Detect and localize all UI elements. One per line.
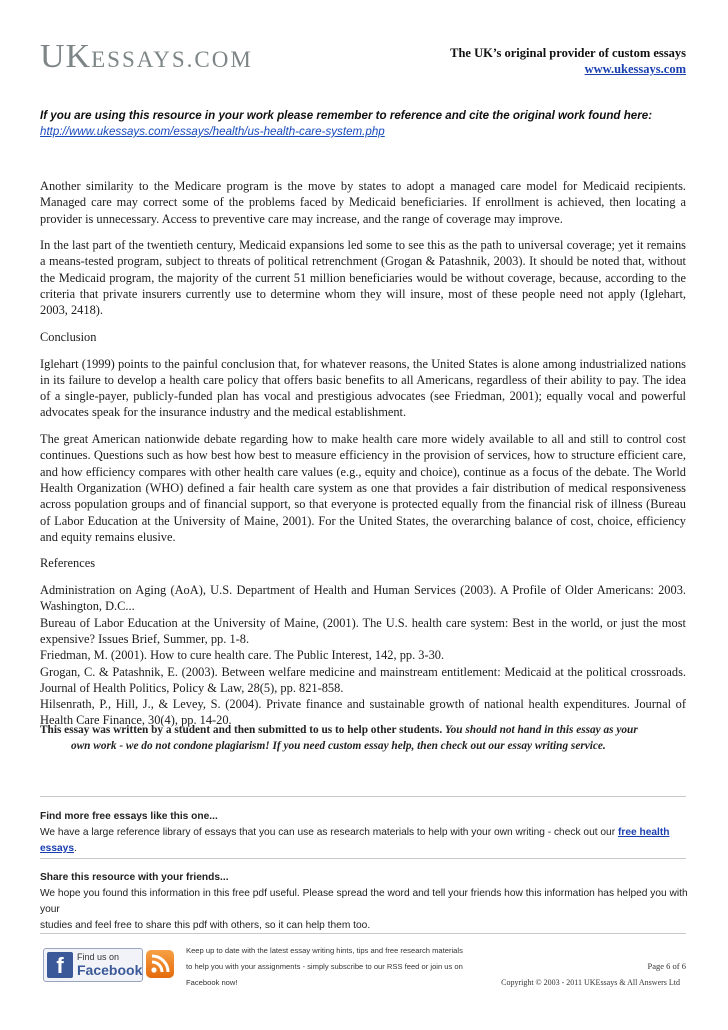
disclaimer (40, 722, 686, 754)
disclaimer-italic-1: You should not hand in this essay as your (444, 724, 638, 736)
paragraph: The great American nationwide debate regarding how to make health care more widely available to all and still to control cost continues. Questions such as how best how best to measure efficiency in the provision of services, how to structure efficient care, and how efficiency compares with other health care values (e.g., equity and choice), continue as a focus of the debate. The World Health Organization (WHO) defined a fair health care system as one that provides a fair distribution of medical responsiveness across population groups and of financial support, so that everyone is protected equally from the financial risk of illness (Bureau of Labor Education at the University of Maine, 2001). For the United States, the overarching balance of cost, choice, efficiency and equity remains elusive. (40, 432, 686, 544)
reference-list (40, 582, 686, 729)
paragraph: In the last part of the twentieth century, Medicaid expansions led some to see this as the path to universal coverage; yet it remains a means-tested program, subject to threats of political retrenchment (Grogan & Patashnik, 2003). It should be noted that, without the Medicaid program, the majority of the current 51 million beneficiaries would be without coverage, because, according to the criteria that private insurers currently use to determine whom they will insure, most of these people need not apply (Iglehart, 2003, 2418). (40, 238, 686, 318)
reference-item: Hilsenrath, P., Hill, J., & Levey, S. (2004). Private finance and sustainable growth of national health expenditures. Journal of Health Care Finance, 30(4), pp. 14-20. (40, 697, 686, 728)
section-heading-references: References (40, 556, 96, 571)
rss-icon[interactable] (146, 950, 174, 978)
share-text-1: We hope you found this information in this free pdf useful. Please spread the word and tell your friends how this information has helped you with your (40, 888, 688, 915)
page-number: Page 6 of 6 (647, 961, 686, 971)
find-more-section (40, 809, 690, 857)
divider (40, 933, 686, 934)
citation-notice (40, 108, 688, 140)
facebook-badge[interactable] (43, 948, 143, 982)
ukessays-logo[interactable] (40, 38, 253, 76)
citation-url-link[interactable]: http://www.ukessays.com/essays/health/us-health-care-system.php (40, 125, 385, 138)
footer-line-3: Facebook now! (186, 978, 238, 987)
find-more-end: . (74, 843, 77, 854)
logo-essays: ESSAYS.COM (91, 47, 253, 72)
divider (40, 858, 686, 859)
tagline: The UK’s original provider of custom essays (450, 46, 686, 60)
disclaimer-plain: This essay was written by a student and then submitted to us to help other students. (40, 724, 443, 736)
footer-line-1: Keep up to date with the latest essay writing hints, tips and free research materials (186, 946, 463, 955)
logo-uk: UK (40, 38, 92, 75)
facebook-icon: f (47, 952, 73, 978)
disclaimer-italic-2: own work - we do not condone plagiarism! If you need custom essay help, then check out our essay writing service. (71, 740, 606, 752)
footer-line-2: to help you with your assignments - simply subscribe to our RSS feed or join us on (186, 962, 463, 971)
reference-item: Grogan, C. & Patashnik, E. (2003). Between welfare medicine and mainstream entitlement: Medicaid at the political crossroads. Journal of Health Politics, Policy & Law, 28(5), pp. 821-858. (40, 664, 686, 695)
reference-item: Friedman, M. (2001). How to cure health care. The Public Interest, 142, pp. 3-30. (40, 648, 445, 663)
share-text-2: studies and feel free to share this pdf with others, so it can help them too. (40, 920, 371, 931)
free-health-essays-link[interactable]: free health essays (40, 827, 670, 854)
paragraph: Iglehart (1999) points to the painful conclusion that, for whatever reasons, the United States is alone among industrialized nations in its failure to develop a health care policy that offers basic benefits to all Americans, regardless of their ability to pay. The idea of a single-payer, publicly-funded plan has vocal and prestigious advocates (see Friedman, 2001); equally vocal and powerful advocates speak for the insurance industry and the medical establishment. (40, 356, 686, 420)
share-section (40, 870, 690, 934)
citation-text: If you are using this resource in your work please remember to reference and cite the original work found here: (40, 109, 653, 122)
reference-item: Administration on Aging (AoA), U.S. Department of Health and Human Services (2003). A Profile of Older Americans: 2003. Washington, D.C... (40, 583, 686, 614)
find-more-text: We have a large reference library of essays that you can use as research materials to help with your own writing - check out our (40, 827, 616, 838)
facebook-name-label: Facebook (77, 962, 143, 978)
header-tagline-block (450, 45, 686, 77)
section-heading-conclusion: Conclusion (40, 329, 97, 344)
divider (40, 796, 686, 797)
paragraph: Another similarity to the Medicare program is the move by states to adopt a managed care model for Medicaid recipients. Managed care may correct some of the problems faced by Medicaid beneficiaries. If enrollment is achieved, then locating a provider is unnecessary. Access to preventive care may increase, and the range of coverage may improve. (40, 179, 686, 226)
reference-item: Bureau of Labor Education at the University of Maine, (2001). The U.S. health care system: Best in the world, or just the most expensive? Issues Brief, Summer, pp. 1-8. (40, 615, 686, 646)
facebook-find-label: Find us on (77, 952, 120, 962)
share-heading: Share this resource with your friends... (40, 872, 229, 883)
find-more-heading: Find more free essays like this one... (40, 811, 218, 822)
copyright: Copyright © 2003 - 2011 UKEssays & All Answers Ltd (501, 978, 680, 987)
site-url-link[interactable]: www.ukessays.com (584, 62, 686, 76)
essay-body (40, 178, 686, 729)
